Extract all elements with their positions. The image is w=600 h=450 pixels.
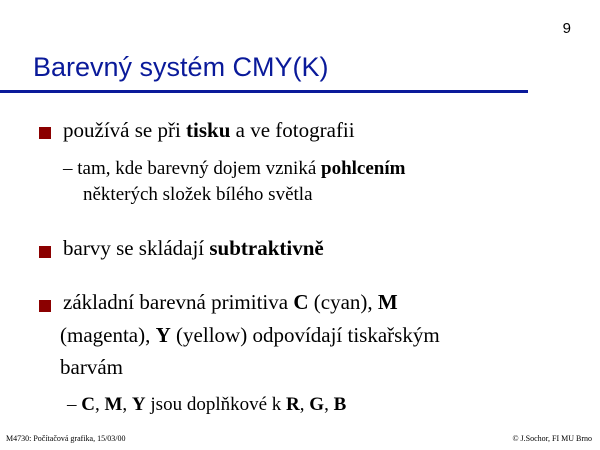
bullet-3-line-2: (magenta), Y (yellow) odpovídají tiskařským <box>60 323 440 347</box>
title-underline <box>0 90 528 93</box>
slide-title: Barevný systém CMY(K) <box>33 52 329 82</box>
bullet-3-line-1: základní barevná primitiva C (cyan), M <box>63 290 398 314</box>
page-number: 9 <box>562 20 571 37</box>
bullet-3-line-3: barvám <box>60 355 123 379</box>
bullet-1-sub-line-2: některých složek bílého světla <box>83 184 313 205</box>
bullet-3-sub: – C, M, Y jsou doplňkové k R, G, B <box>67 394 347 415</box>
footer-course: M4730: Počítačová grafika, 15/03/00 <box>6 434 126 443</box>
bullet-1-sub-line-1: – tam, kde barevný dojem vzniká pohlcením <box>63 158 406 179</box>
footer-copyright: © J.Sochor, FI MU Brno <box>512 434 592 443</box>
bullet-marker <box>39 246 51 258</box>
bullet-1-text: používá se při tisku a ve fotografii <box>63 118 355 142</box>
bullet-marker <box>39 300 51 312</box>
bullet-2-text: barvy se skládají subtraktivně <box>63 236 324 260</box>
bullet-marker <box>39 127 51 139</box>
